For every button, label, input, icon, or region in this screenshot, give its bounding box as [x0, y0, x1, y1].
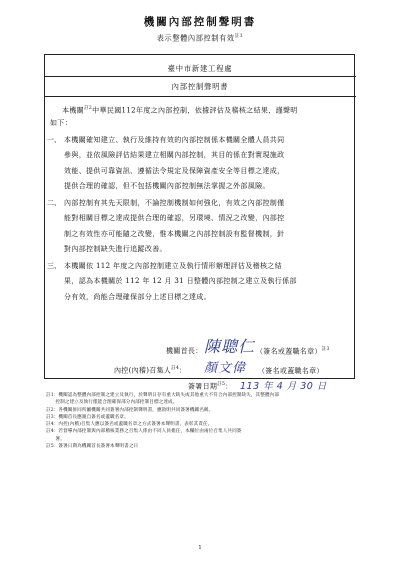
agency-head-sign-note	[256, 346, 330, 356]
intro-lead: 本機關	[62, 106, 85, 115]
footnote: 註4：若督導內部控制與內部稽核業務之召集人係由不同人員擔任，本欄位由兩位召集人共同簽	[46, 429, 242, 435]
intro-line-1	[62, 101, 298, 119]
statement-title: 內部控制聲明書	[171, 82, 229, 91]
convener-sign-note: （簽名或蓋職名章）	[258, 367, 324, 375]
item-3-line: 分有效，尚能合理確保部分上述目標之達成。	[64, 292, 211, 301]
convener-label-text: 內控(內稽)召集人	[114, 366, 172, 375]
subtitle-text: 表示整體內部控制有效	[156, 33, 235, 43]
agency-head-sign-note-text: （簽名或蓋職名章）	[256, 347, 322, 356]
document-title: 機關內部控制聲明書	[143, 16, 257, 28]
item-1-number: 一、	[47, 136, 61, 144]
signing-date-label-text: 簽署日期	[188, 382, 218, 391]
item-3-line: 果，認為本機關於 112 年 12 月 31 日整體內部控制之建立及執行係部	[64, 277, 297, 286]
agency-head-note-mark: 註3	[321, 347, 330, 352]
item-3-line: 本機關依 112 年度之內部控制建立及執行情形辦理評估及稽核之結	[64, 262, 283, 270]
footnote: 註5：簽署日期為機關首長簽署本聲明書之日	[46, 444, 139, 450]
agency-head-signature: 陳聰仁	[204, 337, 256, 356]
document-subtitle	[0, 33, 400, 43]
signing-date-value: 113 年 4 月 30 日	[240, 381, 327, 392]
convener-note-mark: 註4	[171, 366, 180, 371]
footnote: 控制之建立及執行僅能合理確保部分內部控制目標之達成。	[46, 400, 178, 406]
item-2-line: 能對相關目標之達成提供合理的確認，另環境、情況之改變，內部控	[64, 214, 285, 223]
item-3-text	[64, 259, 297, 305]
intro-line-1-rest: 中華民國112年度之內部控制，依據評估及稽核之結果，謹聲明	[92, 106, 298, 115]
item-2-text	[64, 196, 285, 258]
signing-date-label: 簽署日期$^{註5}$：	[188, 382, 233, 391]
convener-label-colon: ：	[179, 366, 187, 375]
page-number: 1	[198, 545, 202, 551]
intro-line-2: 如下：	[50, 119, 73, 127]
date-note-mark: 註5	[217, 382, 226, 387]
item-2-number: 二、	[47, 199, 61, 207]
item-2-line: 對內部控制缺失進行追蹤改善。	[64, 245, 167, 254]
org-divider	[44, 76, 356, 77]
footnote: 註3：機關首長應親自簽名或蓋職名章。	[46, 414, 129, 420]
item-1-line: 本機關確知建立、執行及維持有效的內部控制係本機關全體人員共同	[64, 136, 285, 144]
item-2-line: 內部控制有其先天限制，不論控制機制如何強化，有效之內部控制僅	[64, 199, 285, 207]
item-1-text	[64, 133, 285, 195]
footnote: 註2：各機關併同所屬機關共同簽署內部控制聲明書，應敘明共同簽署機關名稱。	[46, 407, 214, 413]
convener-signature: 顏文偉	[204, 361, 247, 376]
item-1-line: 參與，並依風險評估結果建立相關內部控制，其目的係在對實現施政	[64, 151, 285, 160]
item-1-line: 提供合理的確認，但不包括機關內部控制無法掌握之外部風險。	[64, 182, 270, 191]
footnotes	[46, 392, 279, 450]
footnote: 註1：機關認為整體內部控制之建立及執行，於聲明日存有重大缺失或其他重大不符合內部控制缺失，其整體內部	[46, 393, 280, 398]
agency-head-label: 機關首長：	[166, 347, 203, 355]
intro-note-mark: 註2	[84, 106, 93, 111]
title-divider	[44, 96, 356, 97]
item-3-number: 三、	[47, 262, 61, 270]
internal-control-convener-label	[114, 365, 186, 375]
item-2-line: 制之有效性亦可能隨之改變，惟本機關之內部控制設有監督機制，針	[64, 229, 285, 238]
item-1-line: 效能、提供可靠資訊、遵循法令規定及保障資產安全等目標之達成，	[64, 166, 285, 175]
footnote: 署。	[46, 436, 65, 442]
subtitle-note-mark: 註1	[234, 34, 244, 39]
footnote: 註4：內控(內稽)召集人應以簽名或蓋職名章之方式簽署本聲明書，表彰其責任。	[46, 422, 213, 428]
organization-name: 臺中市新建工程處	[167, 64, 233, 73]
